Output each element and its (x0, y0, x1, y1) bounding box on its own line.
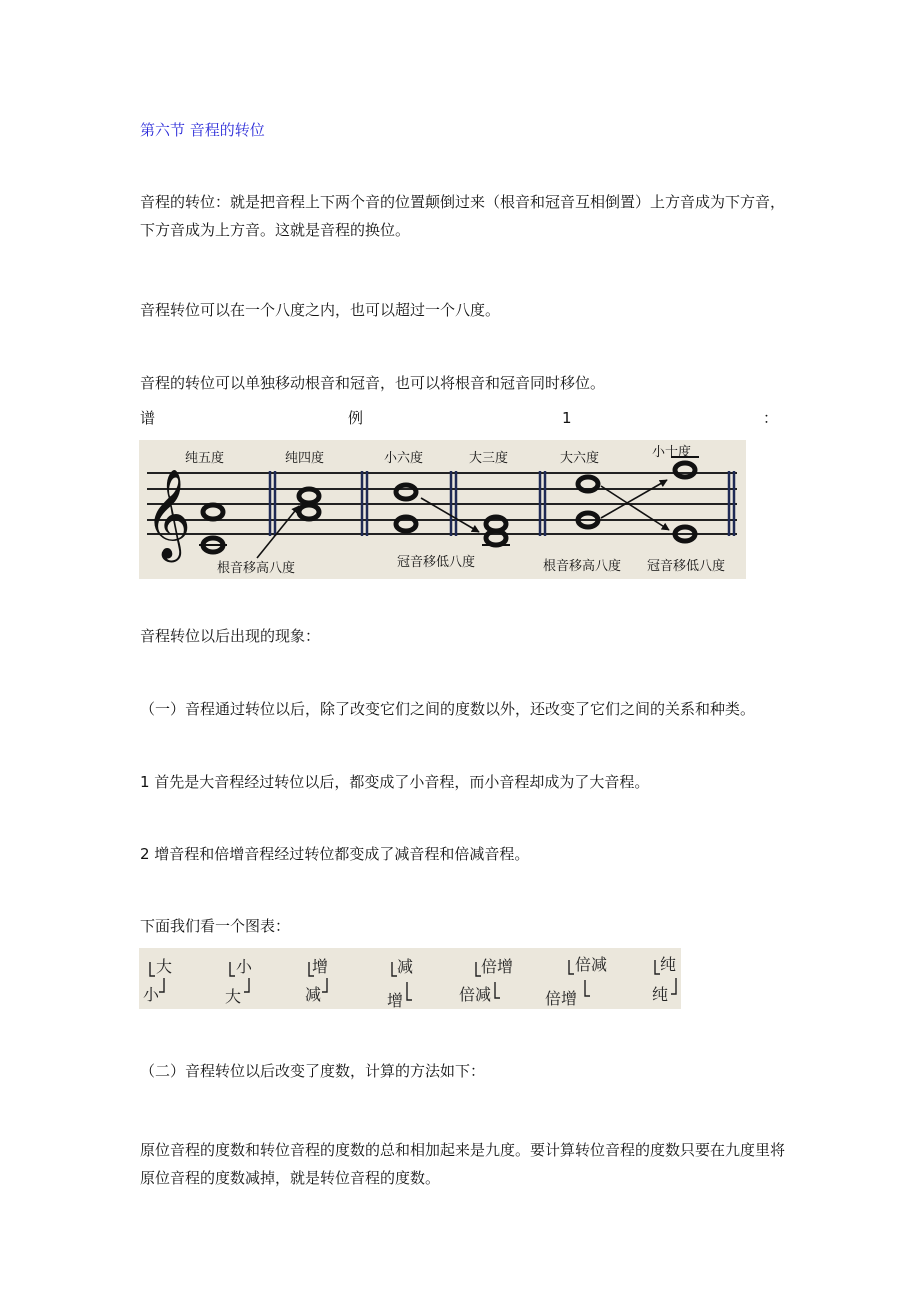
pair-7-bottom: 纯 (652, 985, 669, 1004)
label-top-2: 纯四度 (285, 451, 325, 466)
pair-5-top: 倍增 (481, 957, 514, 976)
example-char-2: 例 (348, 409, 364, 427)
interval-inversion-staff-figure (139, 440, 746, 579)
paragraph-augmented-diminished: 2 增音程和倍增音程经过转位都变成了减音程和倍减音程。 (140, 845, 530, 863)
pair-4-bottom: 增 (387, 991, 404, 1009)
example-colon: ： (763, 409, 779, 427)
paragraph-range: 音程转位可以在一个八度之内，也可以超过一个八度。 (140, 301, 501, 319)
label-top-1: 纯五度 (185, 451, 225, 466)
paragraph-phenomena: 音程转位以后出现的现象： (140, 627, 321, 645)
paragraph-major-minor: 1 首先是大音程经过转位以后，都变成了小音程，而小音程却成为了大音程。 (140, 773, 650, 791)
label-top-5: 大六度 (560, 451, 600, 466)
pair-6-bottom: 倍增 (545, 989, 578, 1008)
paragraph-degree-calculation: 原位音程的度数和转位音程的度数的总和相加起来是九度。要计算转位音程的度数只要在九度里将原位音程的度数减掉，就是转位音程的度数。 (140, 1141, 786, 1187)
treble-clef-icon: 𝄞 (145, 469, 192, 559)
paragraph-change-quality: （一）音程通过转位以后，除了改变它们之间的度数以外，还改变了它们之间的关系和种类。 (140, 700, 756, 718)
pair-7-top: 纯 (660, 955, 677, 974)
paragraph-degree-change: （二）音程转位以后改变了度数，计算的方法如下： (140, 1062, 486, 1080)
label-bottom-2: 冠音移低八度 (397, 555, 476, 570)
example-number: 1 (562, 409, 572, 427)
label-bottom-3: 根音移高八度 (543, 559, 622, 574)
pair-3-top: 增 (312, 957, 329, 976)
pair-2-top: 小 (236, 957, 253, 976)
example-char-1: 谱 (140, 409, 156, 427)
pair-4-top: 减 (397, 957, 414, 976)
pair-3-bottom: 减 (305, 985, 322, 1004)
inversion-quality-chart (139, 948, 681, 1009)
pair-6-top: 倍减 (575, 955, 608, 974)
label-bottom-1: 根音移高八度 (217, 561, 296, 576)
section-title: 第六节 音程的转位 (140, 121, 265, 139)
label-bottom-4: 冠音移低八度 (647, 559, 726, 574)
label-top-3: 小六度 (384, 451, 424, 466)
pair-1-top: 大 (156, 957, 173, 976)
pair-5-bottom: 倍减 (459, 985, 492, 1004)
label-top-4: 大三度 (469, 451, 509, 466)
example-caption (140, 404, 779, 432)
paragraph-definition: 音程的转位：就是把音程上下两个音的位置颠倒过来（根音和冠音互相倒置）上方音成为下方音，下方音成为上方音。这就是音程的换位。 (140, 193, 786, 239)
label-top-6: 小十度 (652, 445, 692, 460)
paragraph-method: 音程的转位可以单独移动根音和冠音，也可以将根音和冠音同时移位。 (140, 374, 606, 392)
pair-1-bottom: 小 (143, 985, 160, 1004)
paragraph-chart-intro: 下面我们看一个图表： (140, 917, 291, 935)
pair-2-bottom: 大 (225, 987, 242, 1006)
